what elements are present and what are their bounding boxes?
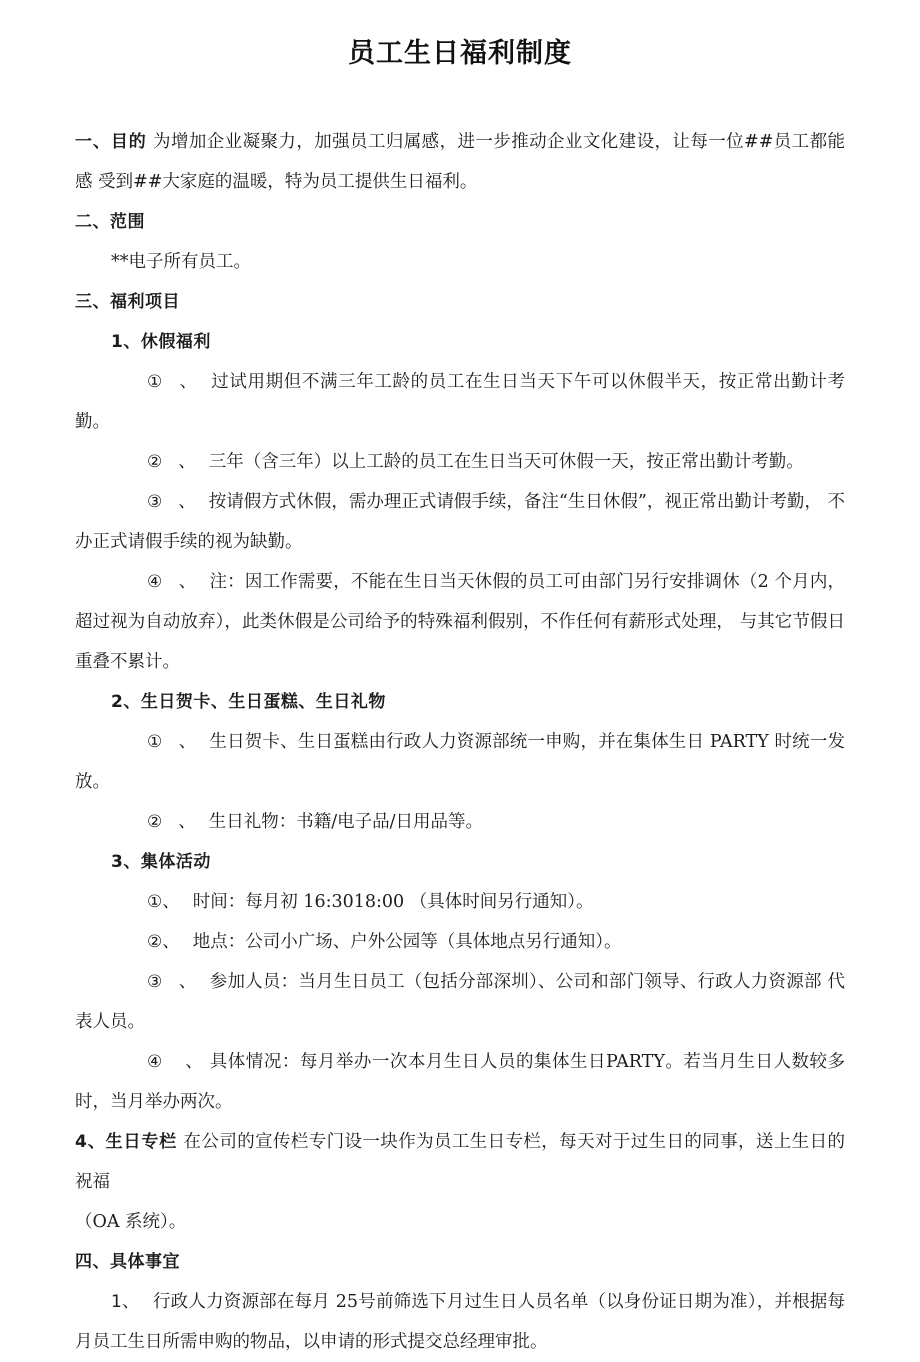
section-specific-matters-heading: 四、具体事宜: [75, 1252, 180, 1272]
list-item: [75, 802, 845, 842]
section-purpose-body: 为增加企业凝聚力，加强员工归属感，进一步推动企业文化建设，让每一位##员工都能感 受到##大家庭的温暖，特为员工提供生日福利。: [75, 132, 846, 192]
list-marker: ③: [147, 492, 163, 512]
section-purpose-heading: 一、目的: [75, 132, 147, 152]
list-text: 地点：公司小广场、户外公园等（具体地点另行通知）。: [192, 932, 622, 952]
subsection-leave-benefit-heading: 1、休假福利: [111, 332, 211, 352]
section-specific-matters-heading-line: [75, 1242, 845, 1282]
subsection-birthday-column-body: 在公司的宣传栏专门设一块作为员工生日专栏，每天对于过生日的同事，送上生日的祝福: [75, 1132, 845, 1192]
list-separator: 、: [178, 812, 196, 832]
subsection-leave-benefit-heading-line: [75, 322, 845, 362]
subsection-group-activity-heading-line: [75, 842, 845, 882]
list-item: [75, 562, 845, 682]
list-item: [75, 922, 845, 962]
list-text: 过试用期但不满三年工龄的员工在生日当天下午可以休假半天，按正常出勤计考勤。: [75, 372, 845, 432]
list-item: [75, 442, 845, 482]
section-purpose: [75, 122, 845, 202]
list-marker: ①: [147, 372, 163, 392]
list-separator: 、: [178, 972, 197, 992]
list-item: [75, 882, 845, 922]
section-benefit-heading-line: [75, 282, 845, 322]
list-item: [75, 482, 845, 562]
list-separator: 、: [178, 732, 197, 752]
list-marker: ④: [147, 1052, 163, 1072]
list-text: 参加人员：当月生日员工（包括分部深圳）、公司和部门领导、行政人力资源部 代表人员。: [75, 972, 846, 1032]
list-marker: ④: [147, 572, 163, 592]
list-text: 按请假方式休假，需办理正式请假手续，备注“生日休假”，视正常出勤计考勤， 不办正式请假手续的视为缺勤。: [75, 492, 845, 552]
list-text: 时间：每月初 16:3018:00 （具体时间另行通知）。: [192, 892, 594, 912]
list-item: [75, 362, 845, 442]
section-scope-heading: 二、范围: [75, 212, 145, 232]
list-separator: 、: [178, 492, 196, 512]
list-text: 生日贺卡、生日蛋糕由行政人力资源部统一申购，并在集体生日 PARTY 时统一发放。: [75, 732, 846, 792]
list-text: 具体情况：每月举办一次本月生日人员的集体生日PARTY。若当月生日人数较多时，当月举办两次。: [75, 1052, 845, 1112]
list-text: 注：因工作需要，不能在生日当天休假的员工可由部门另行安排调休（2 个月内，超过视为自动放弃），此类休假是公司给予的特殊福利假别，不作任何有薪形式处理， 与其它节假日重叠不累计。: [75, 572, 845, 672]
list-separator: 、: [162, 892, 180, 912]
list-separator: 、: [178, 372, 198, 392]
list-item: [75, 722, 845, 802]
list-marker: ②: [147, 932, 163, 952]
subsection-birthday-column-trailing: （OA 系统）。: [75, 1212, 187, 1232]
list-separator: 、: [162, 932, 180, 952]
list-marker: ②: [147, 812, 163, 832]
subsection-card-cake-gift-heading: 2、生日贺卡、生日蛋糕、生日礼物: [111, 692, 386, 712]
list-marker: ②: [147, 452, 163, 472]
section-scope-body: **电子所有员工。: [111, 252, 251, 272]
list-text: 生日礼物：书籍/电子品/日用品等。: [208, 812, 484, 832]
subsection-card-cake-gift-heading-line: [75, 682, 845, 722]
document-body: [75, 122, 845, 1362]
subsection-birthday-column: [75, 1122, 845, 1202]
list-item: [75, 962, 845, 1042]
list-separator: 、: [121, 1292, 140, 1312]
list-marker: 1: [111, 1292, 122, 1312]
section-scope-heading-line: [75, 202, 845, 242]
list-text: 行政人力资源部在每月 25号前筛选下月过生日人员名单（以身份证日期为准），并根据每月员工生日所需申购的物品，以申请的形式提交总经理审批。: [75, 1292, 846, 1352]
section-benefit-heading: 三、福利项目: [75, 292, 180, 312]
list-marker: ①: [147, 732, 163, 752]
list-item: [75, 1042, 845, 1122]
list-separator: 、: [184, 1052, 204, 1072]
subsection-group-activity-heading: 3、集体活动: [111, 852, 211, 872]
list-item: [75, 1282, 845, 1362]
list-marker: ③: [147, 972, 163, 992]
list-text: 三年（含三年）以上工龄的员工在生日当天可休假一天，按正常出勤计考勤。: [208, 452, 804, 472]
page-title: 员工生日福利制度: [348, 38, 572, 69]
list-separator: 、: [178, 572, 197, 592]
list-separator: 、: [178, 452, 196, 472]
list-marker: ①: [147, 892, 163, 912]
subsection-birthday-column-heading: 4、生日专栏: [75, 1132, 178, 1152]
